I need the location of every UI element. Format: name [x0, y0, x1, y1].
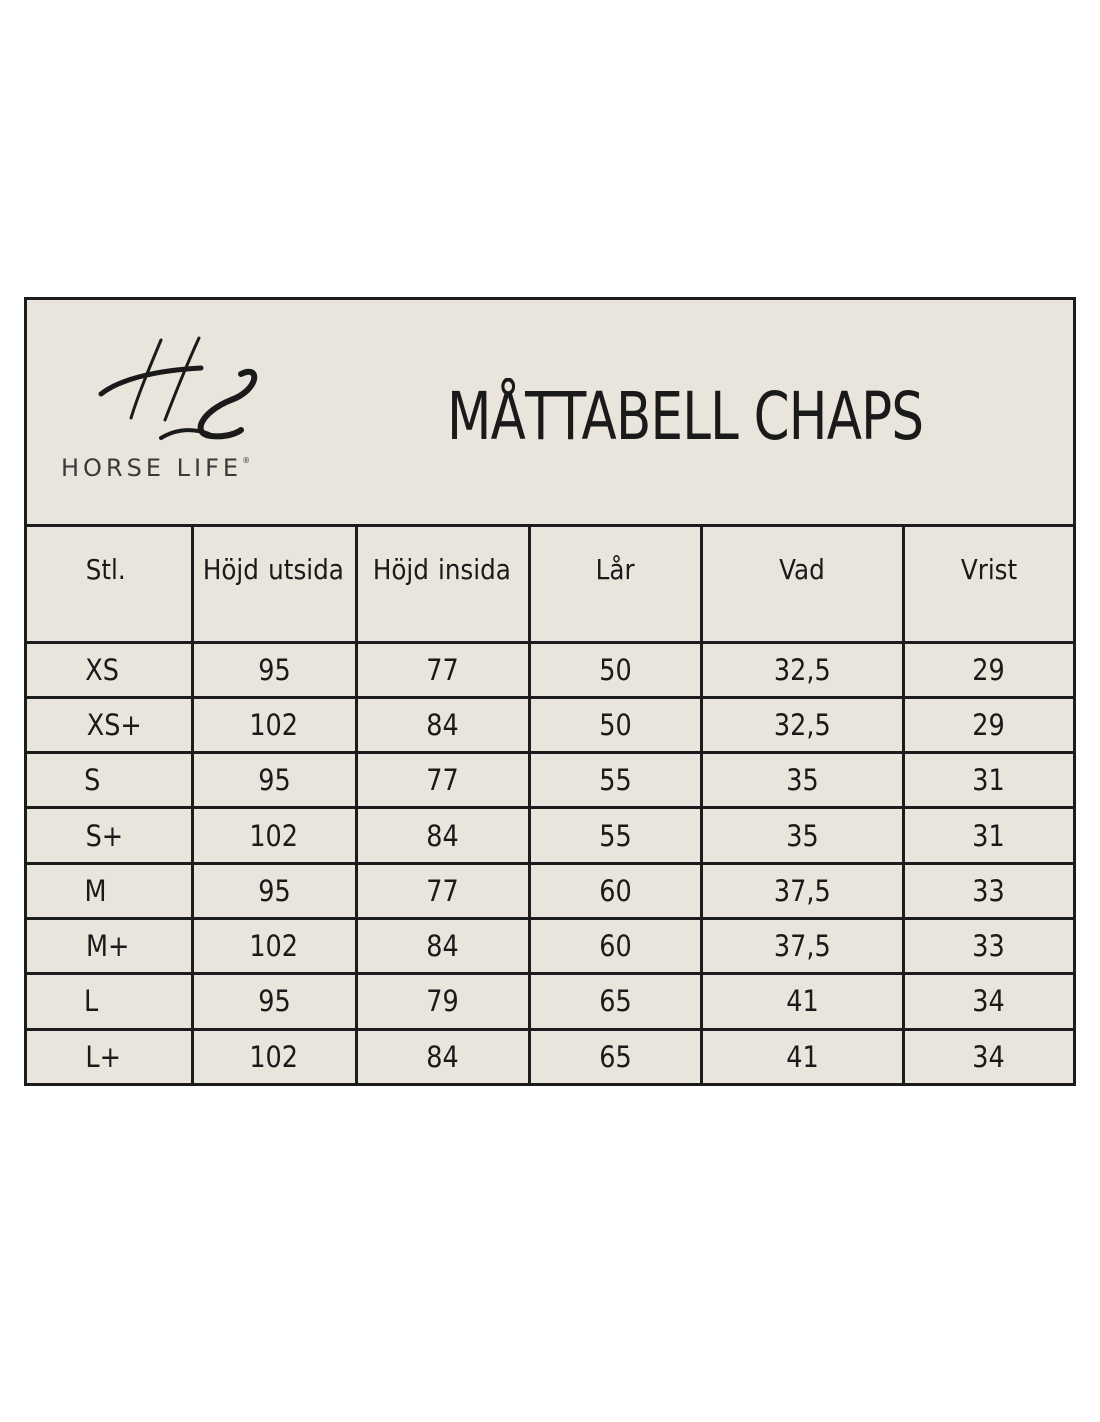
cell-value: 31 [972, 818, 1005, 853]
cell-value: 34 [972, 984, 1005, 1019]
measurement-cell [356, 697, 529, 752]
cell-value: 65 [598, 1040, 632, 1075]
cell-value: S+ [85, 818, 124, 853]
column-header-line: utsida [268, 553, 344, 586]
cell-value: 55 [598, 818, 632, 853]
brand-name: HORSE LIFE® [61, 454, 251, 482]
measurement-cell [192, 697, 356, 752]
table-row [27, 974, 1073, 1029]
cell-value: 31 [972, 763, 1005, 798]
measurement-cell [192, 1029, 356, 1084]
measurement-cell [529, 753, 701, 808]
cell-value: 102 [249, 1040, 299, 1075]
measurement-cell [356, 918, 529, 973]
column-header-line: insida [437, 553, 511, 586]
cell-value: 95 [257, 652, 291, 687]
cell-value: 102 [249, 707, 299, 742]
measurement-cell [903, 918, 1073, 973]
column-header [529, 527, 701, 642]
column-header [356, 527, 529, 642]
measurement-cell [903, 1029, 1073, 1084]
column-header-line: Vad [779, 553, 825, 586]
column-header-line: Lår [595, 553, 635, 586]
measurement-cell [701, 1029, 903, 1084]
chart-title: MÅTTABELL CHAPS [447, 378, 924, 455]
cell-value: 84 [426, 1040, 459, 1075]
cell-value: 55 [598, 763, 632, 798]
cell-value: XS [85, 652, 119, 687]
horse-life-logo [61, 334, 301, 484]
cell-value: 60 [598, 873, 632, 908]
cell-value: 84 [426, 707, 459, 742]
size-chart [24, 297, 1076, 1086]
measurement-cell [529, 918, 701, 973]
measurement-cell [192, 974, 356, 1029]
column-header [27, 527, 192, 642]
column-header-line: Höjd [373, 553, 430, 586]
measurement-cell [529, 1029, 701, 1084]
size-table [27, 527, 1073, 1084]
table-row [27, 863, 1073, 918]
measurement-cell [529, 808, 701, 863]
measurement-cell [529, 863, 701, 918]
measurement-cell [903, 974, 1073, 1029]
cell-value: 41 [785, 1040, 819, 1075]
cell-value: 102 [249, 818, 299, 853]
table-body [27, 642, 1073, 1084]
column-header-line: Vrist [960, 553, 1017, 586]
cell-value: 65 [598, 984, 632, 1019]
measurement-cell [192, 753, 356, 808]
measurement-cell [192, 642, 356, 697]
cell-value: 41 [785, 984, 819, 1019]
cell-value: 29 [972, 652, 1005, 687]
measurement-cell [356, 974, 529, 1029]
measurement-cell [192, 808, 356, 863]
measurement-cell [192, 863, 356, 918]
measurement-cell [701, 974, 903, 1029]
cell-value: 37,5 [773, 873, 831, 908]
measurement-cell [356, 753, 529, 808]
cell-value: 32,5 [773, 652, 831, 687]
cell-value: 77 [426, 873, 459, 908]
cell-value: L [83, 984, 99, 1019]
measurement-cell [356, 642, 529, 697]
size-cell [27, 808, 192, 863]
measurement-cell [903, 863, 1073, 918]
measurement-cell [903, 642, 1073, 697]
table-row [27, 753, 1073, 808]
measurement-cell [701, 918, 903, 973]
cell-value: 79 [426, 984, 459, 1019]
cell-value: 35 [785, 763, 819, 798]
cell-value: M [84, 873, 107, 908]
cell-value: 50 [598, 707, 632, 742]
measurement-cell [903, 697, 1073, 752]
cell-value: 95 [257, 873, 291, 908]
cell-value: 50 [598, 652, 632, 687]
size-cell [27, 642, 192, 697]
column-header [701, 527, 903, 642]
measurement-cell [356, 808, 529, 863]
column-header [903, 527, 1073, 642]
cell-value: 95 [257, 763, 291, 798]
column-header-line: Höjd [202, 553, 260, 586]
cell-value: 84 [426, 929, 459, 964]
measurement-cell [701, 642, 903, 697]
cell-value: 35 [785, 818, 819, 853]
cell-value: 77 [426, 763, 459, 798]
table-row [27, 697, 1073, 752]
size-cell [27, 863, 192, 918]
measurement-cell [701, 808, 903, 863]
column-header [192, 527, 356, 642]
size-cell [27, 697, 192, 752]
measurement-cell [529, 974, 701, 1029]
cell-value: 33 [972, 873, 1005, 908]
measurement-cell [701, 863, 903, 918]
header-row [27, 527, 1073, 642]
measurement-cell [903, 808, 1073, 863]
chart-header [27, 300, 1073, 527]
table-row [27, 1029, 1073, 1084]
cell-value: S [84, 763, 101, 798]
hl-monogram-icon [91, 334, 271, 444]
cell-value: 32,5 [773, 707, 831, 742]
column-header-line: Stl. [85, 553, 126, 586]
cell-value: 95 [257, 984, 291, 1019]
measurement-cell [701, 753, 903, 808]
size-cell [27, 1029, 192, 1084]
cell-value: 60 [598, 929, 632, 964]
measurement-cell [701, 697, 903, 752]
measurement-cell [529, 642, 701, 697]
cell-value: 33 [972, 929, 1005, 964]
measurement-cell [192, 918, 356, 973]
table-row [27, 642, 1073, 697]
size-cell [27, 753, 192, 808]
cell-value: L+ [85, 1040, 122, 1075]
size-cell [27, 974, 192, 1029]
measurement-cell [356, 863, 529, 918]
cell-value: 29 [972, 707, 1005, 742]
cell-value: 37,5 [773, 929, 831, 964]
measurement-cell [356, 1029, 529, 1084]
cell-value: 34 [972, 1040, 1005, 1075]
cell-value: XS+ [86, 707, 142, 742]
table-row [27, 918, 1073, 973]
cell-value: M+ [85, 929, 130, 964]
cell-value: 77 [426, 652, 459, 687]
table-row [27, 808, 1073, 863]
cell-value: 102 [249, 929, 299, 964]
measurement-cell [903, 753, 1073, 808]
size-cell [27, 918, 192, 973]
measurement-cell [529, 697, 701, 752]
cell-value: 84 [426, 818, 459, 853]
